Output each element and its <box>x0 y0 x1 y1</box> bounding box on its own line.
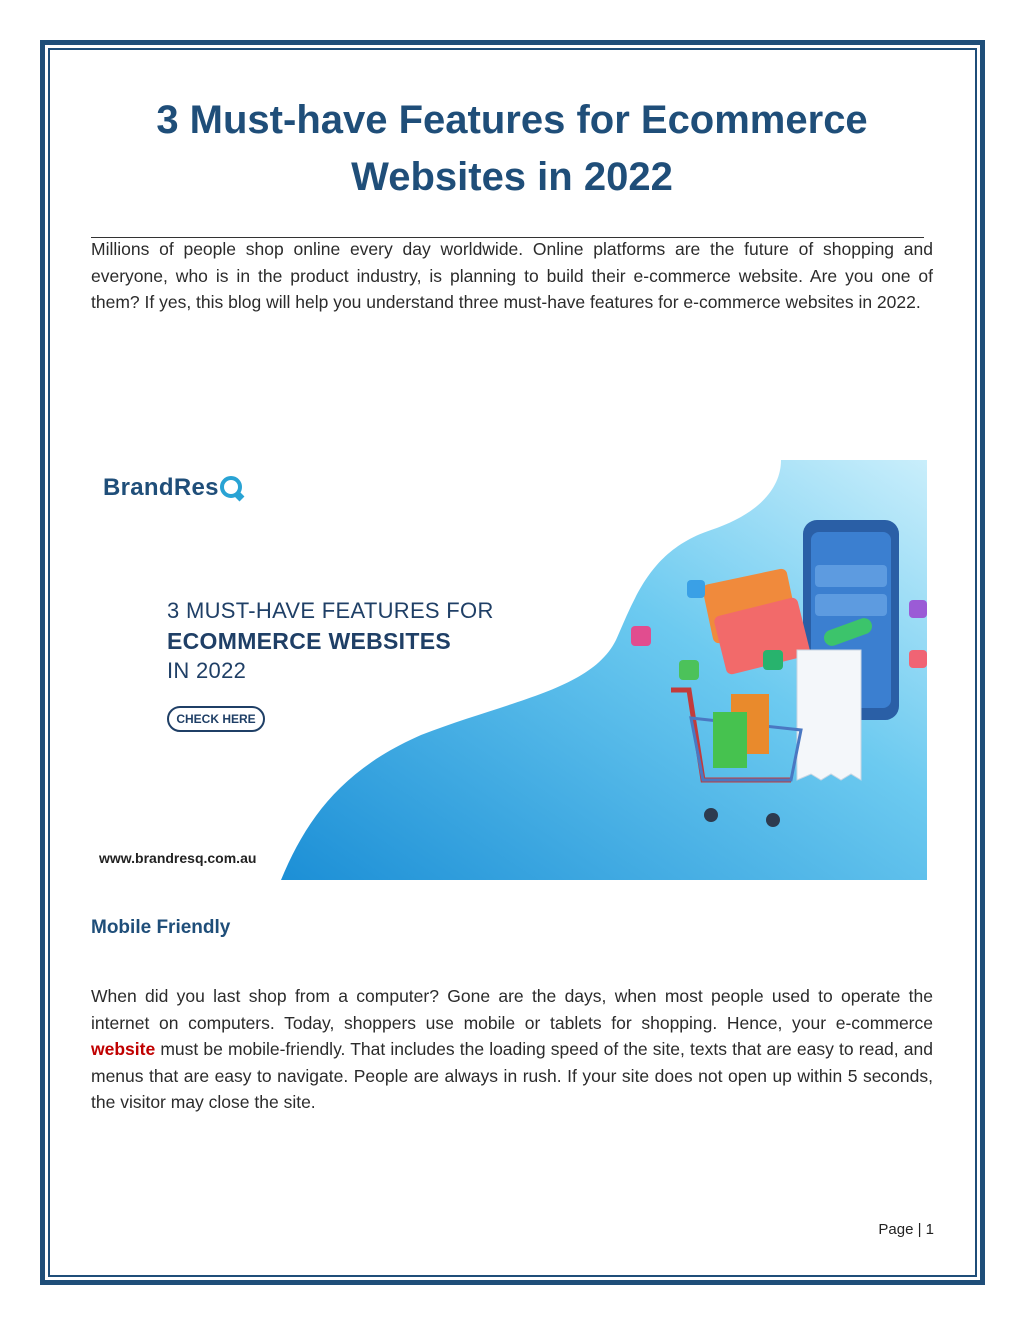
section-text-before: When did you last shop from a computer? Gone are the days, when most people used to operate the internet on computers. Today, shoppers use mobile or tablets for shopping. Hence, your e-commerce <box>91 986 933 1033</box>
banner-headline <box>167 596 494 686</box>
section-text-after: must be mobile-friendly. That includes the loading speed of the site, texts that are easy to read, and menus that are easy to navigate. People are always in rush. If your site does not open up within 5 seconds, the visitor may close the site. <box>91 1039 933 1112</box>
banner-image <box>91 460 927 880</box>
section-paragraph <box>91 983 933 1116</box>
banner-headline-line2: ECOMMERCE WEBSITES <box>167 628 451 654</box>
brandresq-logo: BrandRes <box>103 474 242 502</box>
banner-headline-line1: 3 MUST-HAVE FEATURES FOR <box>167 598 494 623</box>
page-number: Page | 1 <box>878 1221 934 1238</box>
website-link[interactable]: website <box>91 1039 156 1059</box>
intro-paragraph: Millions of people shop online every day worldwide. Online platforms are the future of shopping and everyone, who is in the product industry, is planning to build their e-commerce website. Are you one of them? If yes, this blog will help you understand three must-have features for e-commerce websites in 2022. <box>91 239 933 312</box>
document-title: 3 Must-have Features for Ecommerce Websites in 2022 <box>156 98 868 199</box>
section-heading: Mobile Friendly <box>91 917 231 938</box>
banner-url: www.brandresq.com.au <box>99 850 257 866</box>
banner-headline-line3: IN 2022 <box>167 658 247 683</box>
logo-q-icon <box>220 476 242 498</box>
check-here-button[interactable]: CHECK HERE <box>167 706 265 732</box>
